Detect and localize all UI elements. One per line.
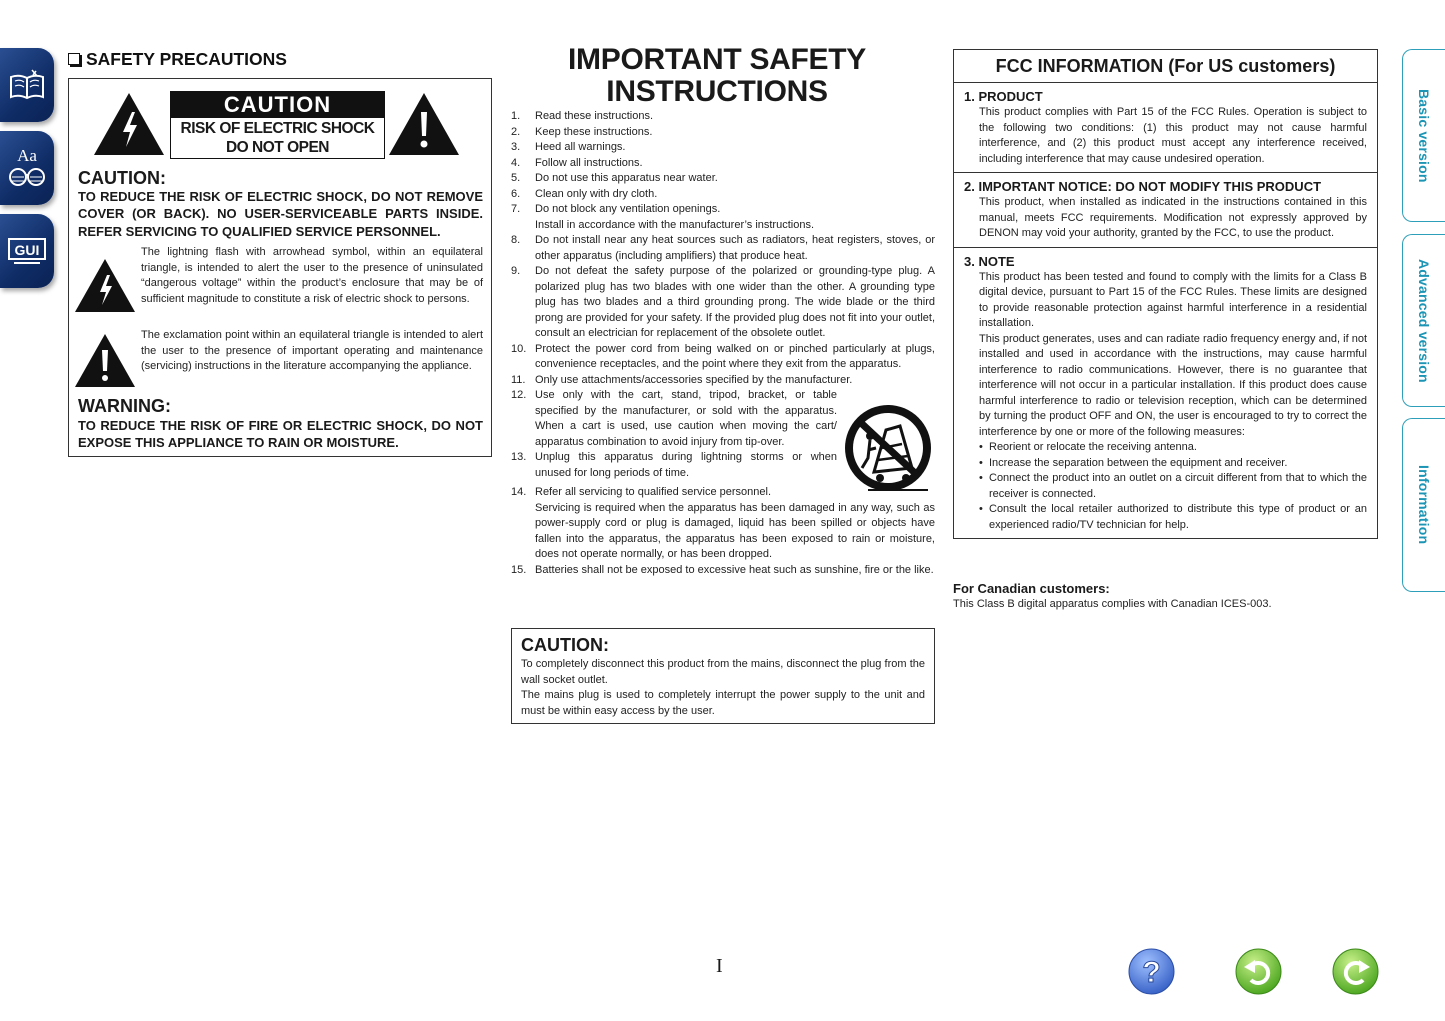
caution-heading: CAUTION:: [78, 168, 166, 188]
list-item: • Connect the product into an outlet on a circuit different from that to which the receiver is connected.: [979, 472, 1367, 500]
list-item: [511, 202, 935, 218]
item-number: 1.: [511, 110, 521, 122]
canada-text: This Class B digital apparatus complies with Canadian ICES-003.: [953, 598, 1272, 610]
section-title: SAFETY PRECAUTIONS: [68, 49, 287, 70]
lightning-symbol-text: The lightning flash with arrowhead symbol, within an equilateral triangle, is intended to alert the user to the presence of uninsulated “dangerous voltage” within the product’s enclosure that may be of sufficient magnitude to constitute a risk of electric shock to persons.: [141, 246, 483, 305]
item-text: Read these instructions.: [535, 110, 654, 122]
undo-arrow-icon: [1235, 948, 1282, 995]
item-text: Do not use this apparatus near water.: [535, 172, 718, 184]
checkbox-bullet-icon: [68, 53, 80, 65]
lightning-warning-icon: [93, 92, 165, 156]
forward-button[interactable]: [1332, 948, 1379, 995]
item-number: 8.: [511, 234, 521, 246]
item-text: Refer all servicing to qualified service personnel.: [535, 486, 772, 498]
lightning-symbol-icon: [74, 258, 136, 313]
item-text: Unplug this apparatus during lightning storms or when unused for long periods of time.: [535, 451, 837, 479]
mains-caution-box: [511, 628, 935, 724]
item-number: 10.: [511, 342, 527, 355]
item-number: 5.: [511, 172, 521, 184]
nav-gui-button[interactable]: [0, 214, 54, 288]
list-item: [511, 388, 837, 450]
item-number: 11.: [511, 373, 526, 386]
help-button[interactable]: [1128, 948, 1175, 995]
item-text: Follow all instructions.: [535, 156, 643, 169]
nav-font-button[interactable]: [0, 131, 54, 205]
tab-information[interactable]: Information: [1402, 418, 1445, 592]
item-text: Heed all warnings.: [535, 141, 626, 153]
warning-heading: WARNING:: [78, 396, 171, 416]
item-number: 12.: [511, 389, 527, 401]
svg-text:GUI: GUI: [14, 242, 40, 258]
item-number: [511, 501, 535, 563]
question-icon: [1128, 948, 1175, 995]
list-item: [511, 563, 935, 579]
cart-warning-icon: [842, 402, 936, 496]
item-number: 7.: [511, 203, 521, 215]
svg-text:Aa: Aa: [17, 146, 37, 165]
exclamation-warning-icon: [388, 92, 460, 156]
item-number: 15.: [511, 563, 527, 576]
item-number: 13.: [511, 451, 527, 463]
exclamation-symbol-icon: [74, 333, 136, 388]
caution-banner-text: RISK OF ELECTRIC SHOCK DO NOT OPEN: [170, 118, 385, 159]
list-item: [511, 501, 935, 563]
item-text: Only use attachments/accessories specified by the manufacturer.: [535, 373, 853, 386]
list-item: [511, 218, 935, 234]
fcc-note-heading: 3. NOTE: [964, 253, 1015, 269]
item-text: Do not defeat the safety purpose of the polarized or grounding-type plug. A polarized plug has two blades with one wider than the other. A grounding type plug has two blades and a third grounding prong. The wide blade or the third prong are provided for your safety. If the provided plug does not fit into your outlet, consult an electrician for replacement of the obsolete outlet.: [535, 265, 935, 339]
tab-basic-version[interactable]: Basic version: [1402, 49, 1445, 222]
list-item: • Increase the separation between the equipment and receiver.: [979, 456, 1288, 469]
mains-caution-heading: CAUTION:: [521, 635, 609, 655]
safety-precautions-box: [68, 78, 492, 457]
list-item: • Consult the local retailer authorized to distribute this type of product or an experienced radio/TV technician for help.: [979, 503, 1367, 531]
list-item: [511, 233, 935, 264]
list-item: [511, 264, 935, 342]
item-text: Protect the power cord from being walked on or pinched particularly at plugs, convenience receptacles, and the point where they exit from the apparatus.: [535, 342, 935, 370]
page-title: IMPORTANT SAFETY INSTRUCTIONS: [568, 43, 866, 108]
fcc-information-box: [953, 49, 1378, 539]
book-icon: [7, 67, 47, 103]
tab-advanced-version[interactable]: Advanced version: [1402, 234, 1445, 407]
item-number: 2.: [511, 125, 521, 138]
list-item: [511, 156, 935, 172]
list-item: [511, 342, 935, 373]
exclamation-symbol-text: The exclamation point within an equilateral triangle is intended to alert the user to the presence of important operating and maintenance (servicing) instructions in the literature accompanying the appliance.: [141, 329, 483, 372]
instructions-list: [511, 109, 935, 578]
gui-icon: [6, 235, 48, 267]
list-item: • Reorient or relocate the receiving antenna.: [979, 441, 1197, 453]
nav-book-button[interactable]: [0, 48, 54, 122]
item-number: [511, 218, 535, 234]
warning-text: TO REDUCE THE RISK OF FIRE OR ELECTRIC SHOCK, DO NOT EXPOSE THIS APPLIANCE TO RAIN OR MOISTURE.: [78, 418, 483, 451]
item-text: Do not block any ventilation openings.: [535, 203, 721, 215]
caution-banner: [170, 91, 385, 159]
item-number: 4.: [511, 156, 521, 169]
list-item: [511, 171, 935, 187]
fcc-notice-text: This product, when installed as indicated in the instructions contained in this manual, meets FCC requirements. Modification not expressly approved by DENON may void your authority, granted by the FCC, to use the product.: [979, 196, 1367, 239]
fcc-notice-heading: 2. IMPORTANT NOTICE: DO NOT MODIFY THIS PRODUCT: [964, 179, 1322, 194]
fcc-note-section: [954, 248, 1377, 539]
fcc-notice-section: [954, 173, 1377, 248]
item-text: Keep these instructions.: [535, 125, 653, 138]
item-text: Install in accordance with the manufacturer’s instructions.: [535, 218, 815, 231]
list-item: [511, 373, 935, 389]
caution-text: TO REDUCE THE RISK OF ELECTRIC SHOCK, DO NOT REMOVE COVER (OR BACK). NO USER-SERVICEABLE PARTS INSIDE. REFER SERVICING TO QUALIFIED SERVICE PERSONNEL.: [78, 189, 483, 239]
mains-caution-text-2: The mains plug is used to completely interrupt the power supply to the unit and must be within easy access by the user.: [521, 689, 925, 717]
fcc-product-heading: 1. PRODUCT: [964, 89, 1043, 104]
list-item: [511, 125, 935, 141]
list-item: [511, 187, 935, 203]
item-number: 14.: [511, 486, 527, 498]
fcc-product-text: This product complies with Part 15 of the FCC Rules. Operation is subject to the following two conditions: (1) this product may not cause harmful interference, and (2) this product must accept any interference received, including interference that may cause undesired operation.: [979, 106, 1367, 165]
item-text: Servicing is required when the apparatus has been damaged in any way, such as power-supply cord or plug is damaged, liquid has been spilled or objects have fallen into the apparatus, the apparatus has been exposed to rain or moisture, does not operate normally, or has been dropped.: [535, 501, 935, 560]
item-text: Batteries shall not be exposed to excessive heat such as sunshine, fire or the like.: [535, 563, 934, 576]
item-text: Use only with the cart, stand, tripod, bracket, or table specified by the manufacturer, or sold with the apparatus. When a cart is used, use caution when moving the cart/ apparatus combination to avoid injury from tip-over.: [535, 389, 837, 448]
item-text: Do not install near any heat sources such as radiators, heat registers, stoves, or other apparatus (including amplifiers) that produce heat.: [535, 234, 935, 262]
list-item: [511, 140, 935, 156]
back-button[interactable]: [1235, 948, 1282, 995]
fcc-title: FCC INFORMATION (For US customers): [954, 50, 1377, 83]
item-number: 6.: [511, 187, 521, 200]
item-number: 9.: [511, 265, 521, 277]
item-text: Clean only with dry cloth.: [535, 187, 658, 200]
list-item: [511, 109, 935, 125]
redo-arrow-icon: [1332, 948, 1379, 995]
svg-text:?: ?: [1142, 956, 1161, 989]
font-size-icon: [7, 143, 47, 193]
item-number: 3.: [511, 141, 521, 153]
fcc-product-section: [954, 83, 1377, 173]
canada-heading: For Canadian customers:: [953, 581, 1110, 596]
list-item: [511, 450, 837, 481]
caution-banner-title: CAUTION: [170, 91, 385, 118]
page-number: I: [716, 955, 723, 977]
mains-caution-text-1: To completely disconnect this product from the mains, disconnect the plug from the wall socket outlet.: [521, 658, 925, 686]
fcc-note-text-2: This product generates, uses and can radiate radio frequency energy and, if not installed and used in accordance with the instructions, may cause harmful interference to radio communications. However, there is no guarantee that interference will not occur in a particular installation. If this product does cause harmful interference to radio or television reception, which can be determined by turning the product OFF and ON, the user is encouraged to try to correct the interference by one or more of the following measures:: [979, 332, 1367, 438]
fcc-note-text-1: This product has been tested and found to comply with the limits for a Class B digital device, pursuant to Part 15 of the FCC Rules. These limits are designed to provide reasonable protection against harmful interference in a residential installation.: [979, 270, 1367, 329]
